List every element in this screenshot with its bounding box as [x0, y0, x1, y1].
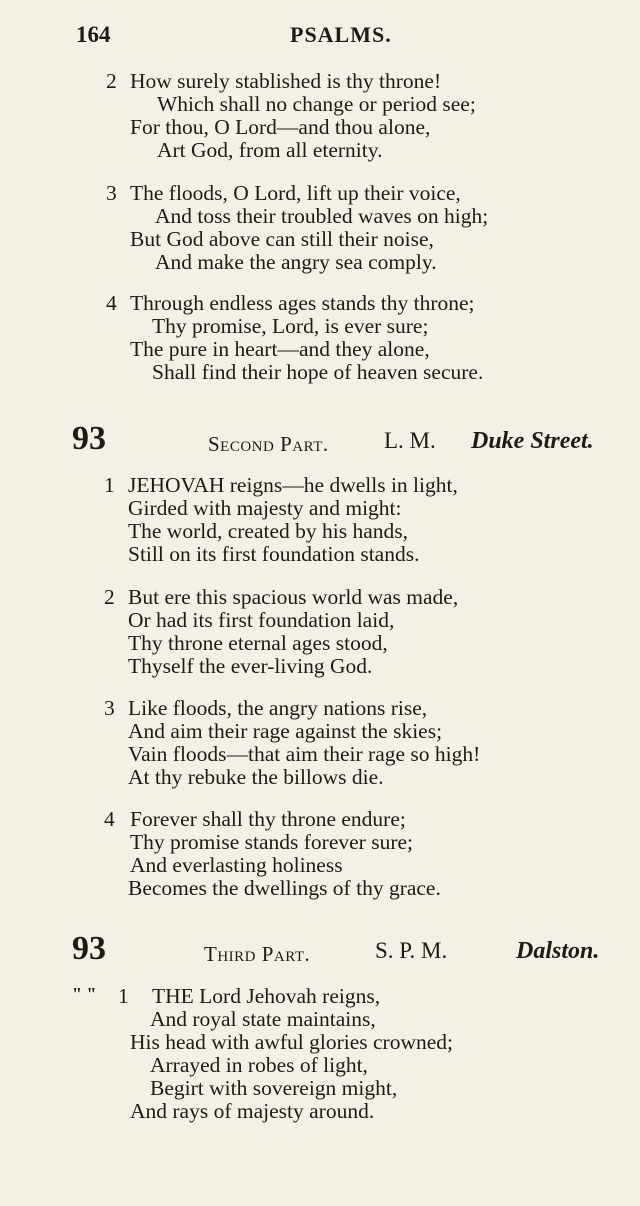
meter-label: S. P. M.	[375, 938, 448, 963]
part-label: Second Part.	[208, 432, 329, 456]
marginal-marks: " "	[72, 984, 97, 1004]
tune-name: Duke Street.	[471, 428, 594, 454]
part-label: Third Part.	[204, 942, 311, 966]
hymn-heading-third-part	[0, 930, 640, 970]
verse-line: Vain floods—that aim their rage so high!	[128, 742, 481, 766]
hymn-heading-second-part	[0, 420, 640, 460]
stanza-number: 1	[118, 984, 129, 1008]
hymn-number: 93	[72, 420, 106, 457]
verse-line: Thy throne eternal ages stood,	[128, 631, 388, 655]
verse-line: The world, created by his hands,	[128, 519, 409, 543]
verse-line: The pure in heart—and they alone,	[130, 337, 430, 361]
tune-name: Dalston.	[516, 938, 600, 964]
verse-line: Shall find their hope of heaven secure.	[152, 360, 484, 384]
stanza-number: 1	[104, 473, 115, 497]
stanza-number: 2	[106, 69, 117, 93]
verse-line: How surely stablished is thy throne!	[130, 69, 442, 93]
hymn-number: 93	[72, 930, 106, 967]
stanza-number: 3	[104, 696, 115, 720]
stanza-number: 3	[106, 181, 117, 205]
verse-line: Through endless ages stands thy throne;	[130, 291, 475, 315]
verse-line: But ere this spacious world was made,	[128, 585, 459, 609]
verse-line: And make the angry sea comply.	[155, 250, 437, 274]
verse-line: His head with awful glories crowned;	[130, 1030, 454, 1054]
stanza-number: 4	[106, 291, 117, 315]
verse-line: But God above can still their noise,	[130, 227, 434, 251]
verse-line: Begirt with sovereign might,	[150, 1076, 398, 1100]
verse-line: JEHOVAH reigns—he dwells in light,	[128, 473, 458, 497]
verse-line: Still on its first foundation stands.	[128, 542, 420, 566]
page-number: 164	[76, 22, 111, 47]
verse-line: Girded with majesty and might:	[128, 496, 402, 520]
verse-line: Forever shall thy throne endure;	[130, 807, 406, 831]
verse-line: At thy rebuke the billows die.	[128, 765, 384, 789]
verse-line: Becomes the dwellings of thy grace.	[128, 876, 441, 900]
verse-line: Art God, from all eternity.	[157, 138, 383, 162]
verse-line: And aim their rage against the skies;	[128, 719, 443, 743]
stanza-number: 4	[104, 807, 115, 831]
verse-line: The floods, O Lord, lift up their voice,	[130, 181, 461, 205]
verse-line: Thy promise, Lord, is ever sure;	[152, 314, 429, 338]
verse-line: And everlasting holiness	[130, 853, 343, 877]
page-header	[0, 22, 640, 52]
verse-line: For thou, O Lord—and thou alone,	[130, 115, 431, 139]
stanza-number: 2	[104, 585, 115, 609]
verse-line: Or had its first foundation laid,	[128, 608, 395, 632]
verse-line: THE Lord Jehovah reigns,	[152, 984, 381, 1008]
verse-line: Thy promise stands forever sure;	[130, 830, 414, 854]
verse-line: Which shall no change or period see;	[157, 92, 476, 116]
verse-line: Thyself the ever-living God.	[128, 654, 373, 678]
verse-line: Arrayed in robes of light,	[150, 1053, 368, 1077]
verse-line: Like floods, the angry nations rise,	[128, 696, 428, 720]
verse-line: And toss their troubled waves on high;	[155, 204, 489, 228]
meter-label: L. M.	[384, 428, 436, 453]
running-head: PSALMS.	[290, 22, 392, 47]
verse-line: And royal state maintains,	[150, 1007, 376, 1031]
verse-line: And rays of majesty around.	[130, 1099, 375, 1123]
